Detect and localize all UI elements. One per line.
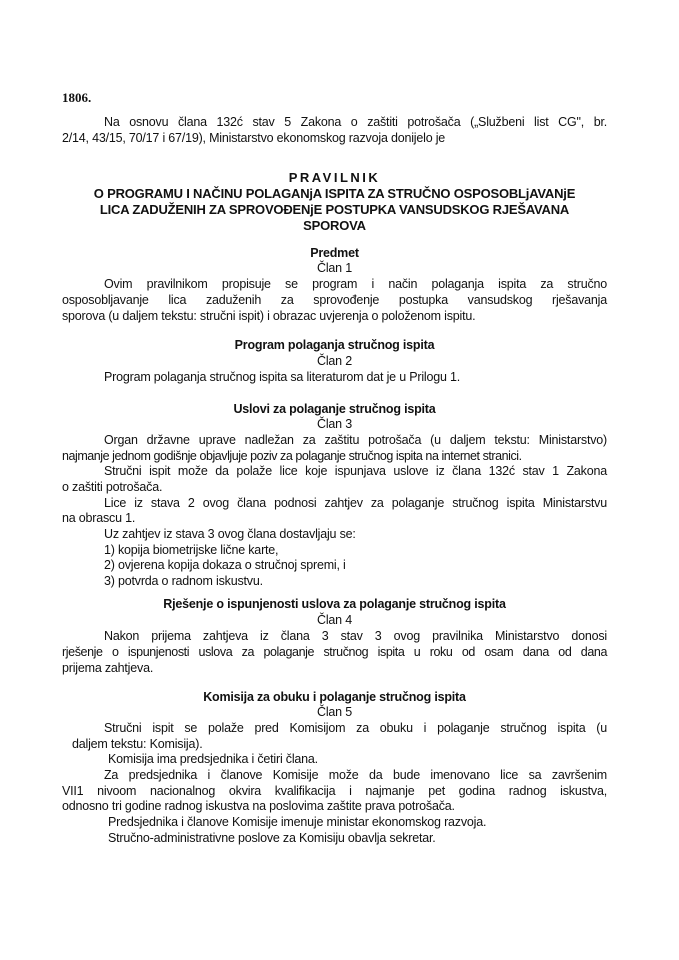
article-heading: Predmet <box>310 246 359 260</box>
article-line: sporova (u daljem tekstu: stručni ispit) i obrazac uvjerenja o položenom ispitu. <box>62 309 476 323</box>
article-line: Lice iz stava 2 ovog člana podnosi zahtjev za polaganje stručnog ispita Ministarstvu <box>104 496 607 510</box>
document-number: 1806. <box>62 90 92 105</box>
article-line: Stručni ispit može da polaže lice koje ispunjava uslove iz člana 132ć stav 1 Zakona <box>104 464 607 478</box>
list-item: 2) ovjerena kopija dokaza o stručnoj spremi, i <box>104 558 346 572</box>
document-subtitle: SPOROVA <box>303 218 366 233</box>
document-subtitle: LICA ZADUŽENIH ZA SPROVOĐENjE POSTUPKA VANSUDSKOG RJEŠAVANA <box>99 202 570 217</box>
article-heading: Uslovi za polaganje stručnog ispita <box>233 402 436 416</box>
article-line: Ovim pravilnikom propisuje se program i način polaganja ispita za stručno <box>104 277 607 291</box>
article-label: Član 1 <box>317 261 352 275</box>
article-line: Uz zahtjev iz stava 3 ovog člana dostavljaju se: <box>104 527 356 541</box>
article-line: Komisija ima predsjednika i četiri člana. <box>108 752 318 766</box>
article-line: Nakon prijema zahtjeva iz člana 3 stav 3 ovog pravilnika Ministarstvo donosi <box>104 629 607 643</box>
article-line: o zaštiti potrošača. <box>62 480 163 494</box>
article-line: Za predsjednika i članove Komisije može da bude imenovano lice sa završenim <box>104 768 607 782</box>
article-line: prijema zahtjeva. <box>62 661 154 675</box>
article-line: Stručno-administrativne poslove za Komisiju obavlja sekretar. <box>108 831 436 845</box>
article-heading: Rješenje o ispunjenosti uslova za polaganje stručnog ispita <box>163 597 506 611</box>
article-heading: Komisija za obuku i polaganje stručnog ispita <box>203 690 466 704</box>
document-title: PRAVILNIK <box>288 170 381 185</box>
list-item: 1) kopija biometrijske lične karte, <box>104 543 279 557</box>
article-line: Program polaganja stručnog ispita sa literaturom dat je u Prilogu 1. <box>104 370 461 384</box>
preamble-line: Na osnovu člana 132ć stav 5 Zakona o zaštiti potrošača („Službeni list CG", br. <box>104 115 607 129</box>
article-line: osposobljavanje lica zaduženih za sprovođenje postupka vansudskog rješavanja <box>62 293 607 307</box>
article-line: Predsjednika i članove Komisije imenuje ministar ekonomskog razvoja. <box>108 815 487 829</box>
article-line: Organ državne uprave nadležan za zaštitu potrošača (u daljem tekstu: Ministarstvo) <box>104 433 607 447</box>
article-line: Stručni ispit se polaže pred Komisijom za obuku i polaganje stručnog ispita (u <box>104 721 607 735</box>
article-line: rješenje o ispunjenosti uslova za polaganje stručnog ispita u roku od osam dana od dana <box>62 645 607 659</box>
article-line: na obrascu 1. <box>62 511 136 525</box>
article-line: najmanje jednom godišnje objavljuje poziv za polaganje stručnog ispita na internet stranici. <box>62 449 522 463</box>
preamble-line: 2/14, 43/15, 70/17 i 67/19), Ministarstvo ekonomskog razvoja donijelo je <box>62 131 446 145</box>
list-item: 3) potvrda o radnom iskustvu. <box>104 574 263 588</box>
document-subtitle: O PROGRAMU I NAČINU POLAGANjA ISPITA ZA STRUČNO OSPOSOBLjAVANjE <box>93 186 576 201</box>
article-label: Član 2 <box>317 354 352 368</box>
article-heading: Program polaganja stručnog ispita <box>234 338 435 352</box>
article-line: VII1 nivoom nacionalnog okvira kvalifikacija i najmanje pet godina radnog iskustva, <box>62 784 607 798</box>
article-line: daljem tekstu: Komisija). <box>72 737 203 751</box>
article-label: Član 5 <box>317 705 352 719</box>
article-label: Član 4 <box>317 613 352 627</box>
article-label: Član 3 <box>317 417 352 431</box>
article-line: odnosno tri godine radnog iskustva na poslovima zaštite prava potrošača. <box>62 799 455 813</box>
